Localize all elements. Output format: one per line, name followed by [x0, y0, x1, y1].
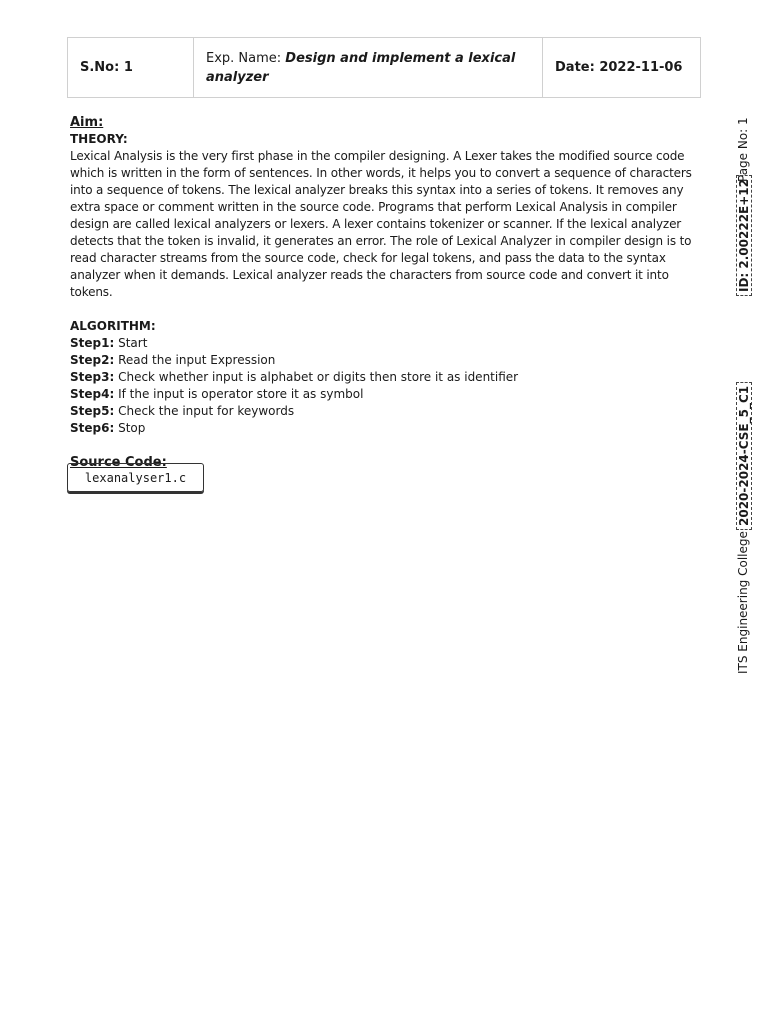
- step-label: Step3:: [70, 370, 115, 384]
- source-file-button[interactable]: [67, 463, 204, 492]
- theory-heading: THEORY:: [70, 132, 128, 146]
- algorithm-step: [70, 369, 702, 386]
- source-file-name: lexanalyser1.c: [84, 470, 187, 485]
- algorithm-step: [70, 352, 702, 369]
- college-name: ITS Engineering College: [736, 531, 750, 674]
- step-text: Start: [114, 336, 148, 350]
- step-text: Read the input Expression: [114, 353, 276, 367]
- algorithm-step: [70, 403, 702, 420]
- step-text: If the input is operator store it as symbol: [114, 387, 364, 401]
- algorithm-heading: ALGORITHM:: [70, 319, 156, 333]
- step-label: Step4:: [70, 387, 115, 401]
- document-body: [70, 114, 702, 471]
- step-text: Check whether input is alphabet or digits then store it as identifier: [114, 370, 519, 384]
- serial-number: S.No: 1: [68, 38, 194, 97]
- step-label: Step6:: [70, 421, 115, 435]
- algorithm-step: [70, 386, 702, 403]
- aim-heading: Aim:: [70, 115, 104, 130]
- theory-paragraph: Lexical Analysis is the very first phase in the compiler designing. A Lexer takes the modified source code which is written in the form of sentences. In other words, it helps you to convert a sequence of characters into a sequence of tokens. The lexical analyzer breaks this syntax into a series of tokens. It removes any extra space or comment written in the source code. Programs that perform Lexical Analysis in compiler design are called lexical analyzers or lexers. A lexer contains tokenizer or scanner. If the lexical analyzer detects that the token is invalid, it generates an error. The role of Lexical Analyzer in compiler design is to read character streams from the source code, check for legal tokens, and pass the data to the syntax analyzer when it demands. Lexical analyzer reads the characters from source code and convert it into tokens.: [70, 149, 692, 299]
- batch-code: 2020-2024-CSE_5_C1: [736, 382, 752, 530]
- page-number: Page No: 1: [736, 117, 750, 182]
- step-label: Step2:: [70, 353, 115, 367]
- student-id: ID: 2.00222E+12: [736, 175, 752, 296]
- experiment-date: Date: 2022-11-06: [555, 60, 683, 75]
- algorithm-step: [70, 335, 702, 352]
- step-label: Step5:: [70, 404, 115, 418]
- source-code-heading: Source Code:: [70, 455, 167, 470]
- algorithm-step: [70, 420, 702, 437]
- header-table: [67, 37, 701, 98]
- experiment-title: Design and implement a lexical analyzer: [206, 50, 516, 85]
- experiment-name-label: Exp. Name:: [206, 50, 286, 66]
- step-text: Check the input for keywords: [114, 404, 295, 418]
- experiment-name: [194, 38, 543, 97]
- step-text: Stop: [114, 421, 146, 435]
- step-label: Step1:: [70, 336, 115, 350]
